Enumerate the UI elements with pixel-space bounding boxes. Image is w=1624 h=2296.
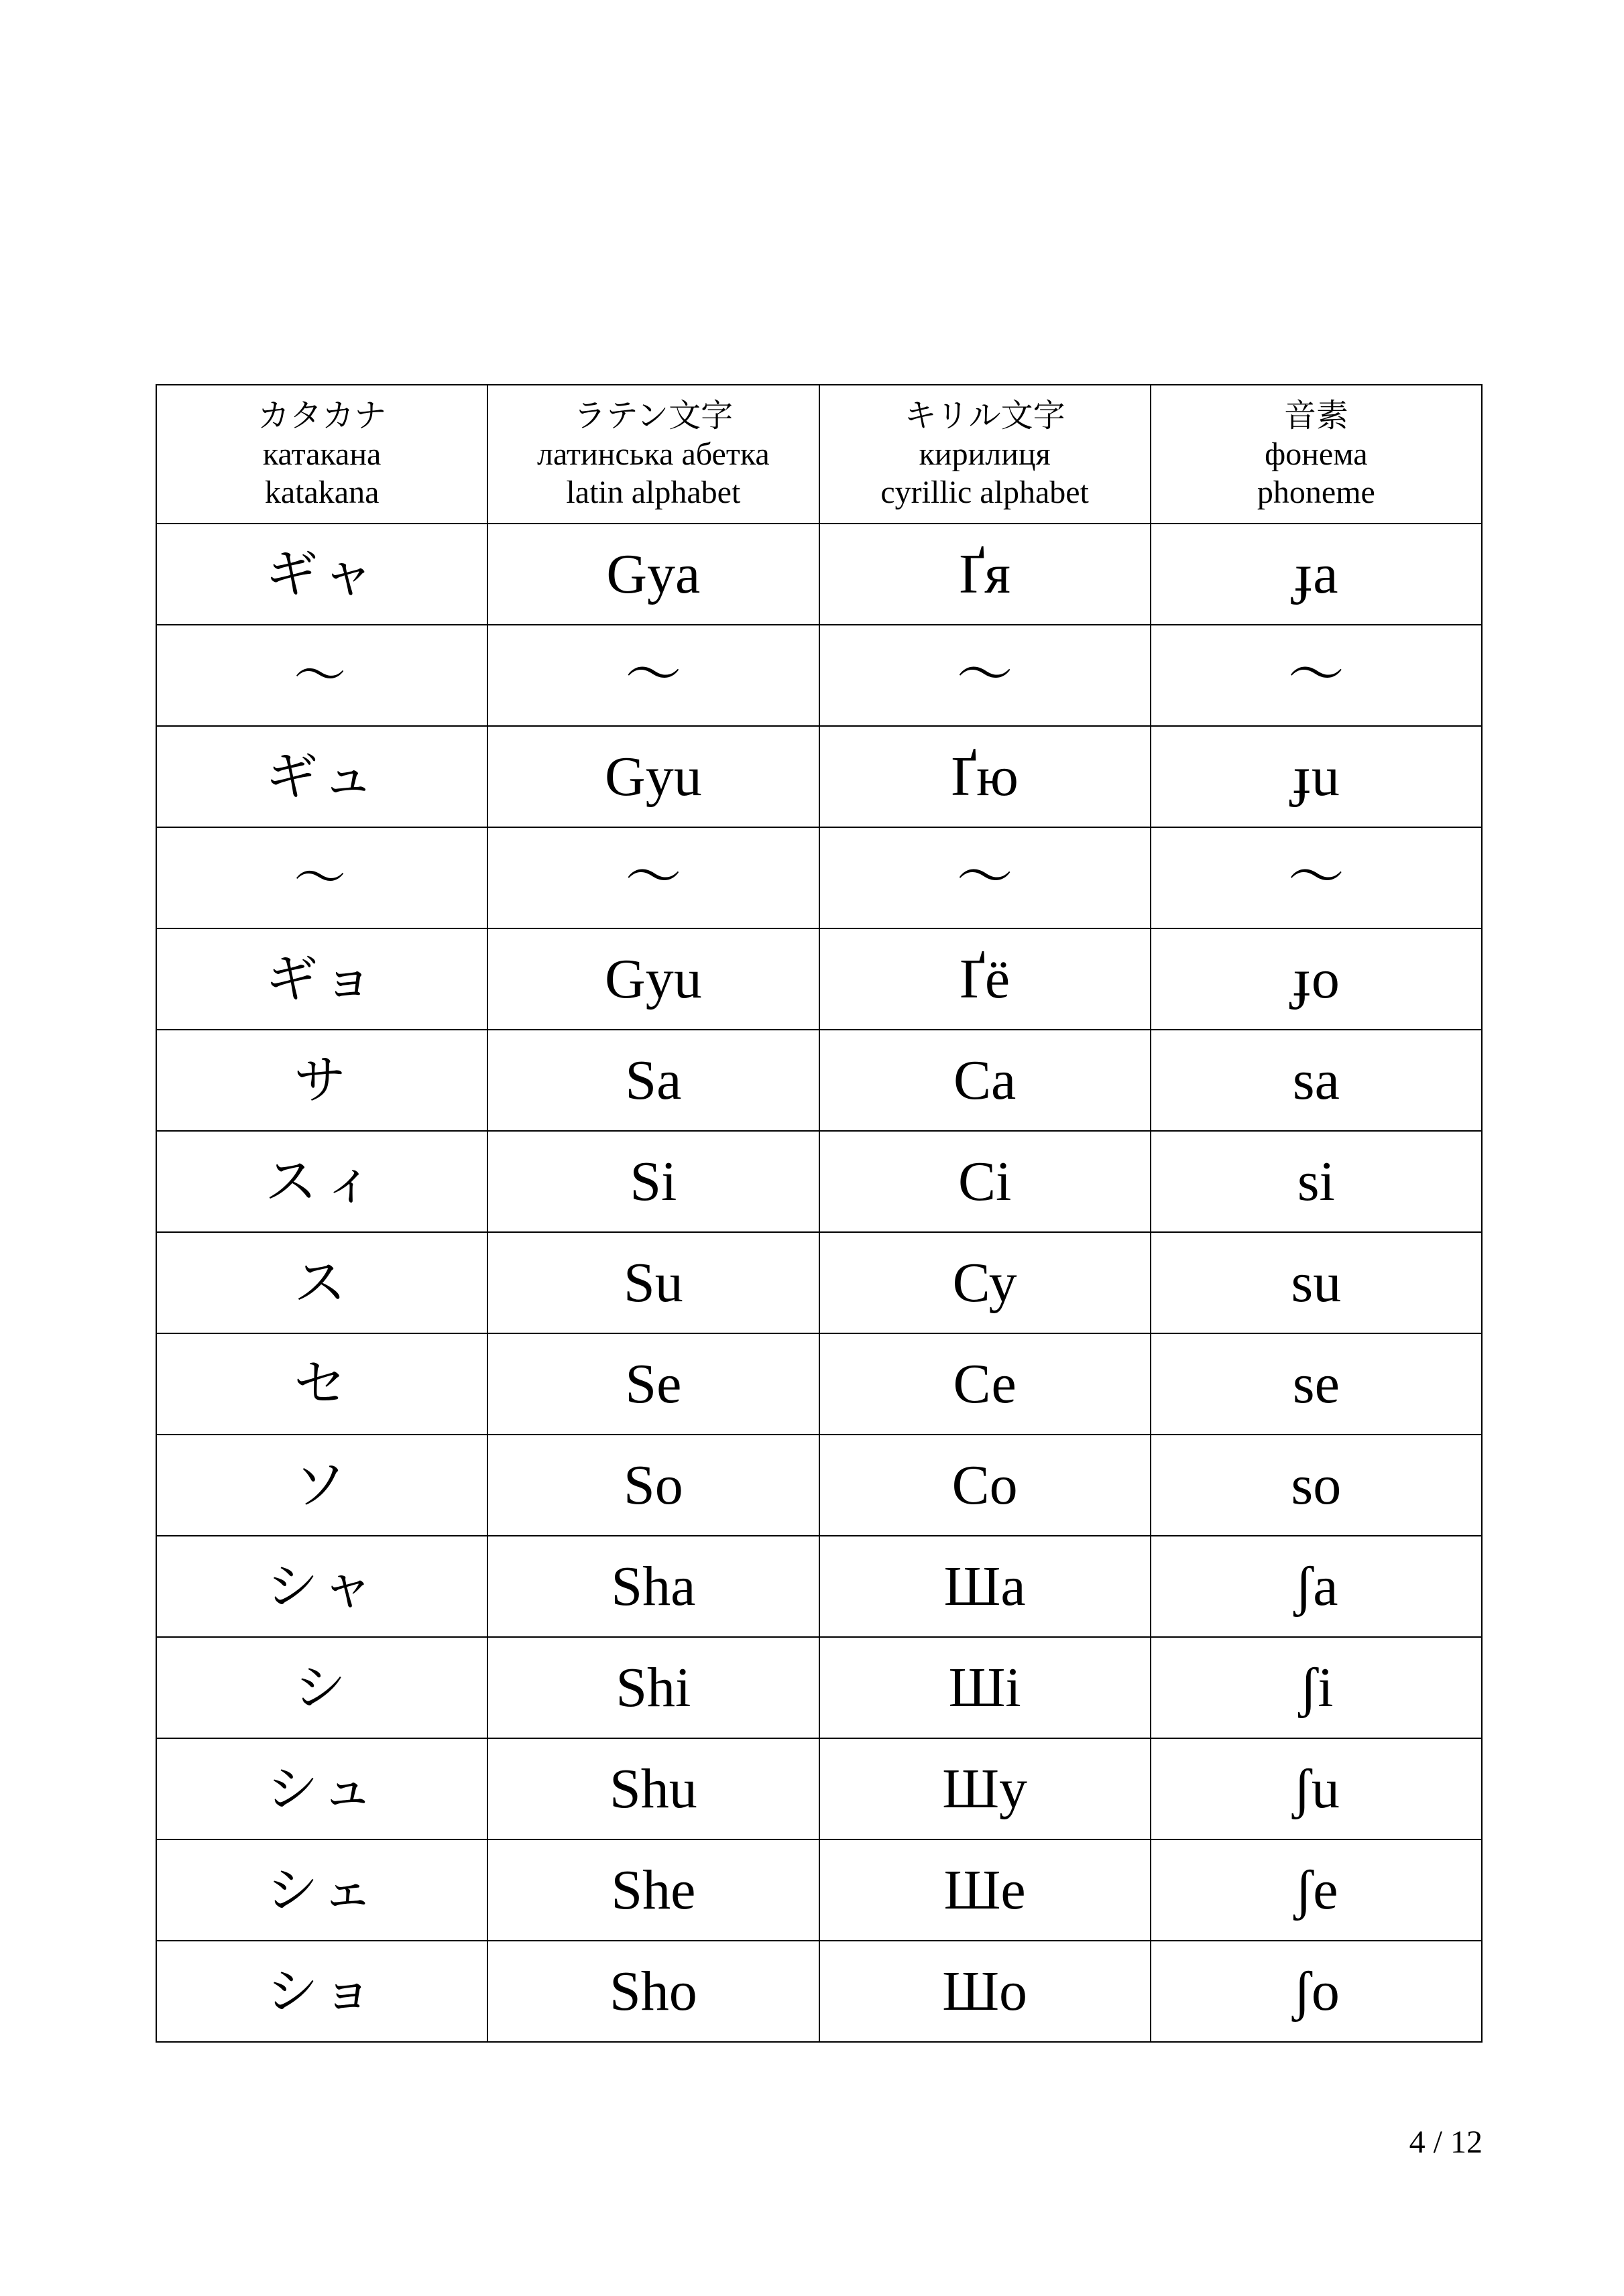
header-row: [156, 385, 1482, 524]
cell-latin: Shu: [487, 1738, 819, 1839]
cell-katakana: ～: [156, 827, 487, 928]
cell-cyrillic: Ші: [819, 1637, 1151, 1738]
cell-phoneme: si: [1151, 1131, 1482, 1232]
cell-cyrillic: Су: [819, 1232, 1151, 1333]
cell-cyrillic: Со: [819, 1435, 1151, 1536]
cell-katakana: ソ: [156, 1435, 487, 1536]
cell-latin: She: [487, 1839, 819, 1941]
cell-phoneme: ʃi: [1151, 1637, 1482, 1738]
table-row: [156, 524, 1482, 625]
cell-latin: Gyu: [487, 928, 819, 1030]
cell-latin: Sho: [487, 1941, 819, 2042]
header-line-en: phoneme: [1257, 475, 1375, 510]
cell-phoneme: ɟo: [1151, 928, 1482, 1030]
table-row: [156, 1941, 1482, 2042]
cell-cyrillic: ～: [819, 827, 1151, 928]
cell-katakana: スィ: [156, 1131, 487, 1232]
cell-cyrillic: Ше: [819, 1839, 1151, 1941]
cell-cyrillic: Ґя: [819, 524, 1151, 625]
cell-latin: Gyu: [487, 726, 819, 827]
cell-cyrillic: Ґю: [819, 726, 1151, 827]
header-line-en: katakana: [264, 475, 380, 510]
table-row: [156, 1839, 1482, 1941]
header-line-ja: 音素: [1283, 398, 1348, 434]
cell-cyrillic: Сі: [819, 1131, 1151, 1232]
cell-cyrillic: Са: [819, 1030, 1151, 1131]
cell-phoneme: so: [1151, 1435, 1482, 1536]
header-cyrillic: [819, 385, 1151, 524]
header-line-uk: катакана: [262, 436, 382, 472]
cell-katakana: ギャ: [156, 524, 487, 625]
table-row: [156, 1030, 1482, 1131]
table-row: [156, 625, 1482, 726]
cell-katakana: シャ: [156, 1536, 487, 1637]
header-line-en: latin alphabet: [566, 475, 741, 510]
header-phoneme: [1151, 385, 1482, 524]
cell-katakana: シュ: [156, 1738, 487, 1839]
table-row: [156, 1232, 1482, 1333]
header-line-ja: ラテン文字: [573, 398, 734, 434]
cell-phoneme: ʃe: [1151, 1839, 1482, 1941]
page-number: 4 / 12: [1409, 2124, 1483, 2160]
header-line-ja: カタカナ: [257, 398, 387, 434]
cell-phoneme: su: [1151, 1232, 1482, 1333]
header-line-uk: латинська абетка: [537, 436, 770, 472]
cell-phoneme: ɟu: [1151, 726, 1482, 827]
cell-phoneme: ɟa: [1151, 524, 1482, 625]
cell-cyrillic: Ша: [819, 1536, 1151, 1637]
cell-latin: Su: [487, 1232, 819, 1333]
cell-latin: ～: [487, 625, 819, 726]
table-row: [156, 1333, 1482, 1435]
cell-katakana: ギョ: [156, 928, 487, 1030]
header-line-ja: キリル文字: [904, 398, 1065, 434]
cell-phoneme: ʃu: [1151, 1738, 1482, 1839]
table-row: [156, 1738, 1482, 1839]
cell-cyrillic: Ґё: [819, 928, 1151, 1030]
table-row: [156, 1637, 1482, 1738]
table-row: [156, 928, 1482, 1030]
header-katakana: [156, 385, 487, 524]
cell-katakana: ス: [156, 1232, 487, 1333]
syllabary-table: [156, 384, 1483, 2043]
cell-katakana: セ: [156, 1333, 487, 1435]
cell-phoneme: ～: [1151, 827, 1482, 928]
cell-katakana: ギュ: [156, 726, 487, 827]
cell-phoneme: ʃa: [1151, 1536, 1482, 1637]
cell-phoneme: ʃo: [1151, 1941, 1482, 2042]
cell-katakana: シ: [156, 1637, 487, 1738]
cell-cyrillic: Се: [819, 1333, 1151, 1435]
cell-latin: So: [487, 1435, 819, 1536]
cell-latin: Shi: [487, 1637, 819, 1738]
header-line-uk: фонема: [1265, 436, 1368, 472]
cell-latin: Sha: [487, 1536, 819, 1637]
header-line-en: cyrillic alphabet: [880, 475, 1089, 510]
table-row: [156, 1536, 1482, 1637]
cell-phoneme: se: [1151, 1333, 1482, 1435]
cell-katakana: シェ: [156, 1839, 487, 1941]
table-row: [156, 1435, 1482, 1536]
cell-latin: Sa: [487, 1030, 819, 1131]
cell-katakana: ショ: [156, 1941, 487, 2042]
cell-latin: Gya: [487, 524, 819, 625]
cell-katakana: ～: [156, 625, 487, 726]
cell-cyrillic: ～: [819, 625, 1151, 726]
header-latin: [487, 385, 819, 524]
cell-latin: ～: [487, 827, 819, 928]
cell-katakana: サ: [156, 1030, 487, 1131]
cell-phoneme: sa: [1151, 1030, 1482, 1131]
cell-cyrillic: Шо: [819, 1941, 1151, 2042]
header-line-uk: кирилиця: [919, 436, 1051, 472]
table-row: [156, 726, 1482, 827]
cell-cyrillic: Шу: [819, 1738, 1151, 1839]
cell-phoneme: ～: [1151, 625, 1482, 726]
cell-latin: Se: [487, 1333, 819, 1435]
table-row: [156, 1131, 1482, 1232]
table-row: [156, 827, 1482, 928]
cell-latin: Si: [487, 1131, 819, 1232]
